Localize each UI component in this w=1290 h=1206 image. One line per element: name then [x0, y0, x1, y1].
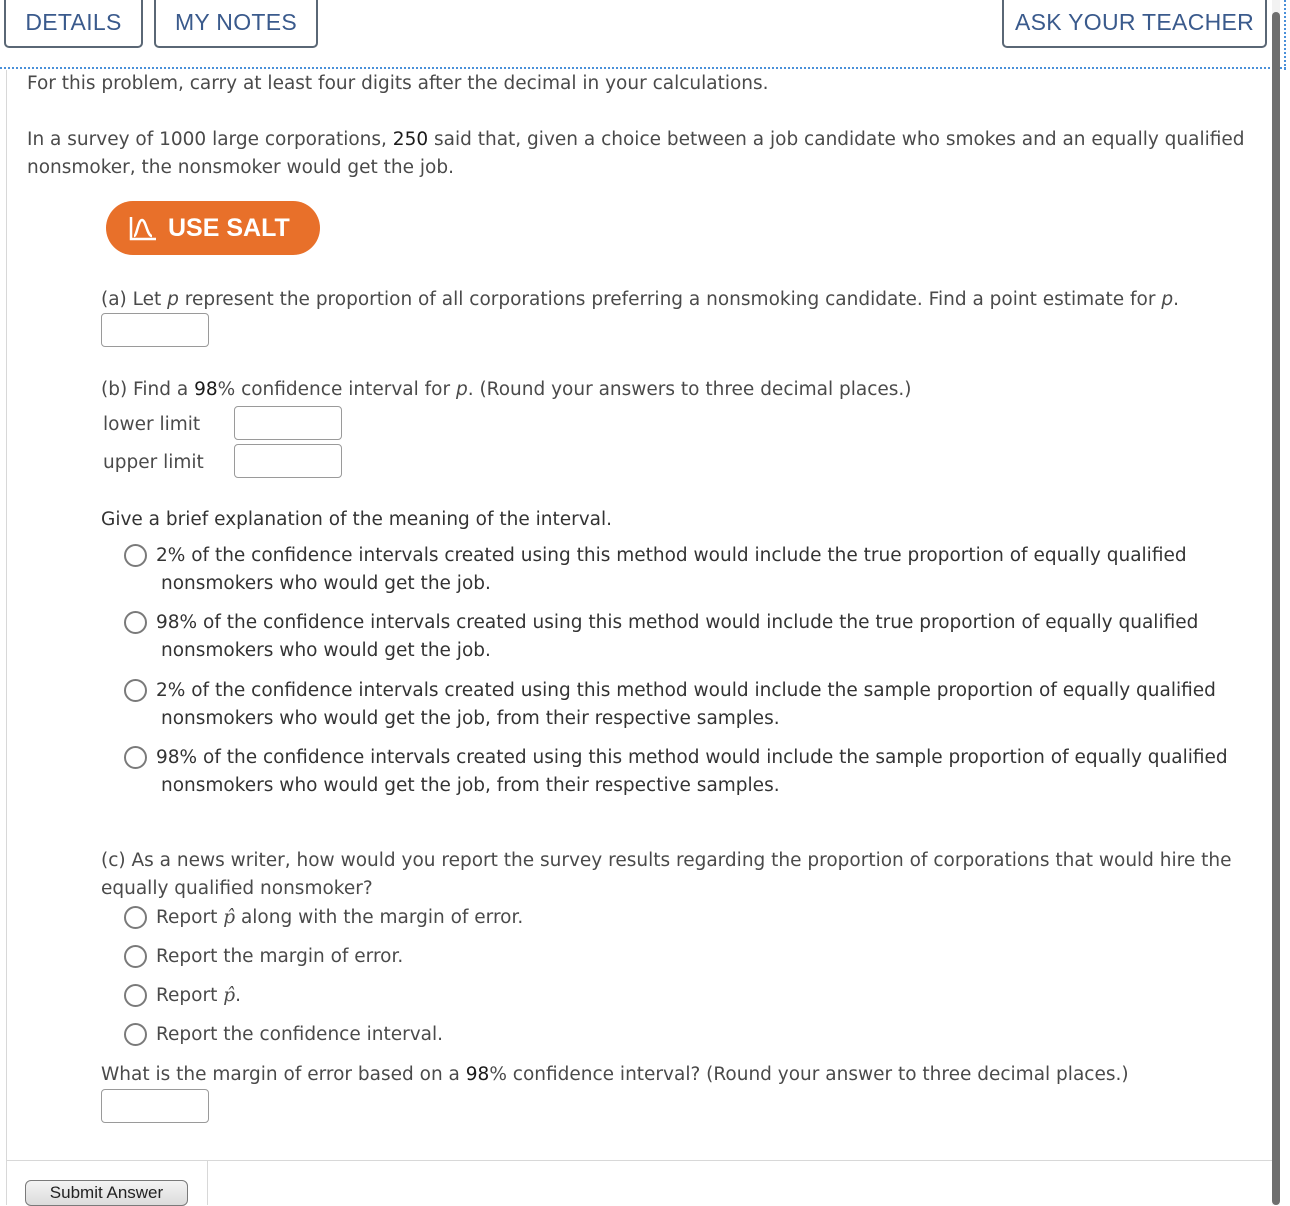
part-b-prefix: (b) Find a: [101, 379, 195, 400]
report-radio-2[interactable]: [124, 945, 147, 968]
explanation-option-3-line-1: 2% of the confidence intervals created using this method would include the sample proportion of equally qualified: [156, 680, 1216, 701]
upper-limit-label: upper limit: [103, 452, 204, 473]
point-estimate-input[interactable]: [101, 313, 209, 347]
explanation-option-1-line-2: nonsmokers who would get the job.: [161, 573, 491, 594]
instruction-text: For this problem, carry at least four digits after the decimal in your calculations.: [27, 73, 769, 94]
report-option-1: [156, 904, 523, 932]
part-c-question-line-2: equally qualified nonsmoker?: [101, 878, 373, 899]
confidence-level: 98: [194, 379, 218, 400]
explanation-option-4-line-2: nonsmokers who would get the job, from their respective samples.: [161, 775, 780, 796]
problem-line-1: [27, 126, 1245, 154]
part-b-question: [101, 376, 912, 404]
margin-suffix: % confidence interval? (Round your answer to three decimal places.): [489, 1064, 1129, 1085]
part-a-suffix: .: [1173, 289, 1179, 310]
explanation-prompt: Give a brief explanation of the meaning of the interval.: [101, 509, 613, 530]
explanation-radio-1[interactable]: [124, 544, 147, 567]
lower-limit-input[interactable]: [234, 406, 342, 440]
part-a-middle: represent the proportion of all corporations preferring a nonsmoking candidate. Find a point estimate for: [178, 289, 1162, 310]
part-a-prefix: (a) Let: [101, 289, 168, 310]
margin-of-error-question: [101, 1061, 1129, 1089]
margin-prefix: What is the margin of error based on a: [101, 1064, 466, 1085]
report-option-3-prefix: Report: [156, 985, 224, 1006]
variable-p: p: [455, 379, 468, 400]
explanation-radio-2[interactable]: [124, 611, 147, 634]
p-hat-symbol: p̂: [223, 985, 236, 1006]
scrollbar-thumb[interactable]: [1272, 12, 1280, 1205]
report-radio-1[interactable]: [124, 906, 147, 929]
tab-details[interactable]: DETAILS: [4, 0, 143, 48]
problem-prefix: In a survey of 1000 large corporations,: [27, 129, 393, 150]
use-salt-button[interactable]: [106, 201, 320, 255]
problem-count: 250: [392, 129, 429, 150]
report-radio-3[interactable]: [124, 984, 147, 1007]
header-divider: [0, 67, 1286, 69]
report-option-4: [156, 1021, 443, 1049]
frame-border: [6, 70, 7, 1205]
report-option-2-prefix: Report the margin of error.: [156, 946, 404, 967]
report-option-1-suffix: along with the margin of error.: [235, 907, 524, 928]
problem-line-1-rest: said that, given a choice between a job candidate who smokes and an equally qualified: [428, 129, 1245, 150]
problem-line-2: nonsmoker, the nonsmoker would get the job.: [27, 157, 454, 178]
salt-button-label: USE SALT: [168, 213, 290, 242]
footer-separator: [207, 1161, 208, 1205]
part-b-middle: % confidence interval for: [217, 379, 456, 400]
ask-your-teacher-button[interactable]: ASK YOUR TEACHER: [1002, 0, 1267, 48]
explanation-option-3-line-2: nonsmokers who would get the job, from their respective samples.: [161, 708, 780, 729]
explanation-option-4-line-1: 98% of the confidence intervals created using this method would include the sample proportion of equally qualified: [156, 747, 1228, 768]
report-option-4-prefix: Report the confidence interval.: [156, 1024, 444, 1045]
explanation-radio-3[interactable]: [124, 679, 147, 702]
upper-limit-input[interactable]: [234, 444, 342, 478]
lower-limit-label: lower limit: [103, 414, 201, 435]
part-c-question-line-1: (c) As a news writer, how would you report the survey results regarding the proportion of corporations that would hire the: [101, 850, 1232, 871]
tab-my-notes[interactable]: MY NOTES: [154, 0, 318, 48]
variable-p: p: [1161, 289, 1174, 310]
margin-of-error-input[interactable]: [101, 1089, 209, 1123]
explanation-option-2-line-1: 98% of the confidence intervals created using this method would include the true proportion of equally qualified: [156, 612, 1199, 633]
report-radio-4[interactable]: [124, 1023, 147, 1046]
footer-divider: [6, 1160, 1272, 1161]
salt-chart-icon: [128, 215, 158, 241]
p-hat-symbol: p̂: [223, 907, 236, 928]
part-a-question: [101, 286, 1179, 314]
report-option-3-suffix: .: [235, 985, 241, 1006]
explanation-radio-4[interactable]: [124, 746, 147, 769]
report-option-3: [156, 982, 241, 1010]
part-b-suffix: . (Round your answers to three decimal places.): [467, 379, 912, 400]
margin-confidence-level: 98: [465, 1064, 490, 1085]
variable-p: p: [167, 289, 179, 310]
explanation-option-2-line-2: nonsmokers who would get the job.: [161, 640, 491, 661]
submit-answer-button[interactable]: Submit Answer: [25, 1180, 188, 1206]
explanation-option-1-line-1: 2% of the confidence intervals created using this method would include the true proportion of equally qualified: [156, 545, 1187, 566]
report-option-2: [156, 943, 403, 971]
focus-outline: [1284, 0, 1286, 70]
report-option-1-prefix: Report: [156, 907, 224, 928]
